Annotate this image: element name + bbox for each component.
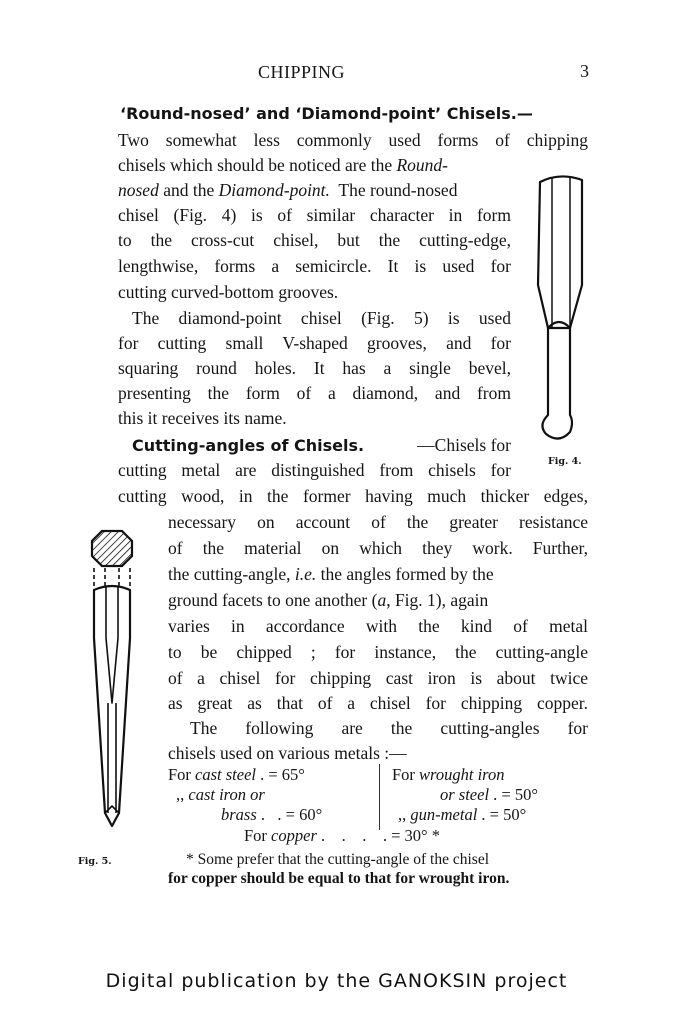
body-line: of a chisel for chipping cast iron is about twice xyxy=(168,668,588,688)
metal-name: copper xyxy=(271,826,317,845)
section-heading-cutting-angles: Cutting-angles of Chisels. xyxy=(132,436,365,455)
body-line: lengthwise, forms a semicircle. It is used for xyxy=(118,256,511,276)
metal-name: or steel xyxy=(440,785,490,804)
metal-name: cast steel xyxy=(195,765,256,784)
footnote-line: * Some prefer that the cutting-angle of the chisel xyxy=(186,851,490,868)
figure-5-caption: Fig. 5. xyxy=(78,856,112,867)
text-run: and the xyxy=(163,180,219,200)
body-line: squaring round holes. It has a single bevel, xyxy=(118,358,511,378)
table-row xyxy=(176,785,265,805)
metal-name: wrought iron xyxy=(419,765,505,784)
body-line: cutting wood, in the former having much thicker edges, xyxy=(118,486,588,506)
text-run: ground facets to one another ( xyxy=(168,590,378,610)
body-line: Two somewhat less commonly used forms of chipping xyxy=(118,130,588,150)
text-run: chisels which should be noticed are the xyxy=(118,155,397,175)
angle-value: = 50° xyxy=(489,805,527,824)
page-number: 3 xyxy=(580,61,590,81)
round-nose-tip xyxy=(542,328,572,439)
body-line: varies in accordance with the kind of metal xyxy=(168,616,588,636)
row-prefix: For xyxy=(392,765,420,784)
chisel-body xyxy=(538,176,582,328)
text-run: The round-nosed xyxy=(338,180,458,200)
leader-dots: . . xyxy=(256,805,286,824)
body-line: cutting curved-bottom grooves. xyxy=(118,282,339,302)
italic-term: Diamond-point. xyxy=(218,180,330,200)
table-row xyxy=(168,765,305,785)
angle-value: = 65° xyxy=(268,765,305,784)
table-row xyxy=(392,765,504,785)
text-run: the cutting-angle, xyxy=(168,564,295,584)
italic-term: a xyxy=(377,590,387,610)
leader-dots: . . . . xyxy=(316,826,392,845)
italic-term: i.e. xyxy=(294,564,317,584)
body-line xyxy=(118,153,448,177)
text-run: the angles formed by the xyxy=(320,564,494,584)
angle-value: = 50° xyxy=(501,785,538,804)
metal-name: brass xyxy=(221,805,257,824)
table-row xyxy=(398,805,526,825)
body-line xyxy=(118,178,457,202)
body-line: presenting the form of a diamond, and from xyxy=(118,383,511,403)
angle-value: = 30° * xyxy=(391,826,441,845)
body-line: this it receives its name. xyxy=(118,408,287,428)
body-line: The following are the cutting-angles for xyxy=(190,718,588,738)
body-line: necessary on account of the greater resistance xyxy=(168,512,588,532)
body-line xyxy=(132,433,511,458)
angle-value: = 60° xyxy=(285,805,323,824)
metal-name: cast iron or xyxy=(188,785,265,804)
body-line: chisels used on various metals :— xyxy=(168,743,407,763)
table-row xyxy=(244,826,440,846)
running-title: CHIPPING xyxy=(258,62,346,82)
italic-term: Round- xyxy=(396,155,448,175)
body-line: for cutting small V-shaped grooves, and for xyxy=(118,333,511,353)
figure-5-diamond-point-chisel xyxy=(86,528,140,838)
section-heading-round-nosed: ‘Round-nosed’ and ‘Diamond-point’ Chisels.— xyxy=(120,104,533,123)
figure-4-caption: Fig. 4. xyxy=(548,456,582,467)
body-line: cutting metal are distinguished from chisels for xyxy=(118,460,511,480)
italic-term: nosed xyxy=(118,180,159,200)
body-line: of the material on which they work. Further, xyxy=(168,538,588,558)
body-line: The diamond-point chisel (Fig. 5) is used xyxy=(132,308,511,328)
body-line: to the cross-cut chisel, but the cutting-edge, xyxy=(118,230,511,250)
leader-dots: . xyxy=(489,785,502,804)
row-prefix: For xyxy=(244,826,272,845)
body-line: to be chipped ; for instance, the cutting-angle xyxy=(168,642,588,662)
row-prefix: ,, xyxy=(176,785,189,804)
leader-dots: . xyxy=(477,805,490,824)
bevel-lines xyxy=(106,586,118,703)
leader-dots: . xyxy=(256,765,269,784)
table-row xyxy=(440,785,538,805)
body-line xyxy=(168,562,588,586)
footer-credit: Digital publication by the GANOKSIN project xyxy=(105,970,568,992)
text-run: , Fig. 1), again xyxy=(386,590,489,610)
table-row xyxy=(221,805,322,825)
cross-section-octagon xyxy=(92,531,132,566)
row-prefix: For xyxy=(168,765,196,784)
table-column-divider xyxy=(379,764,380,830)
footnote-line: for copper should be equal to that for wrought iron. xyxy=(168,870,510,887)
text-run: —Chisels for xyxy=(417,435,511,455)
figure-4-round-nosed-chisel xyxy=(530,170,590,445)
body-line: as great as that of a chisel for chipping copper. xyxy=(168,693,588,713)
body-line xyxy=(168,588,588,612)
body-line: chisel (Fig. 4) is of similar character in form xyxy=(118,205,511,225)
row-prefix: ,, xyxy=(398,805,411,824)
metal-name: gun-metal xyxy=(410,805,478,824)
diamond-point-tip xyxy=(105,806,119,813)
chisel-body xyxy=(94,586,130,826)
